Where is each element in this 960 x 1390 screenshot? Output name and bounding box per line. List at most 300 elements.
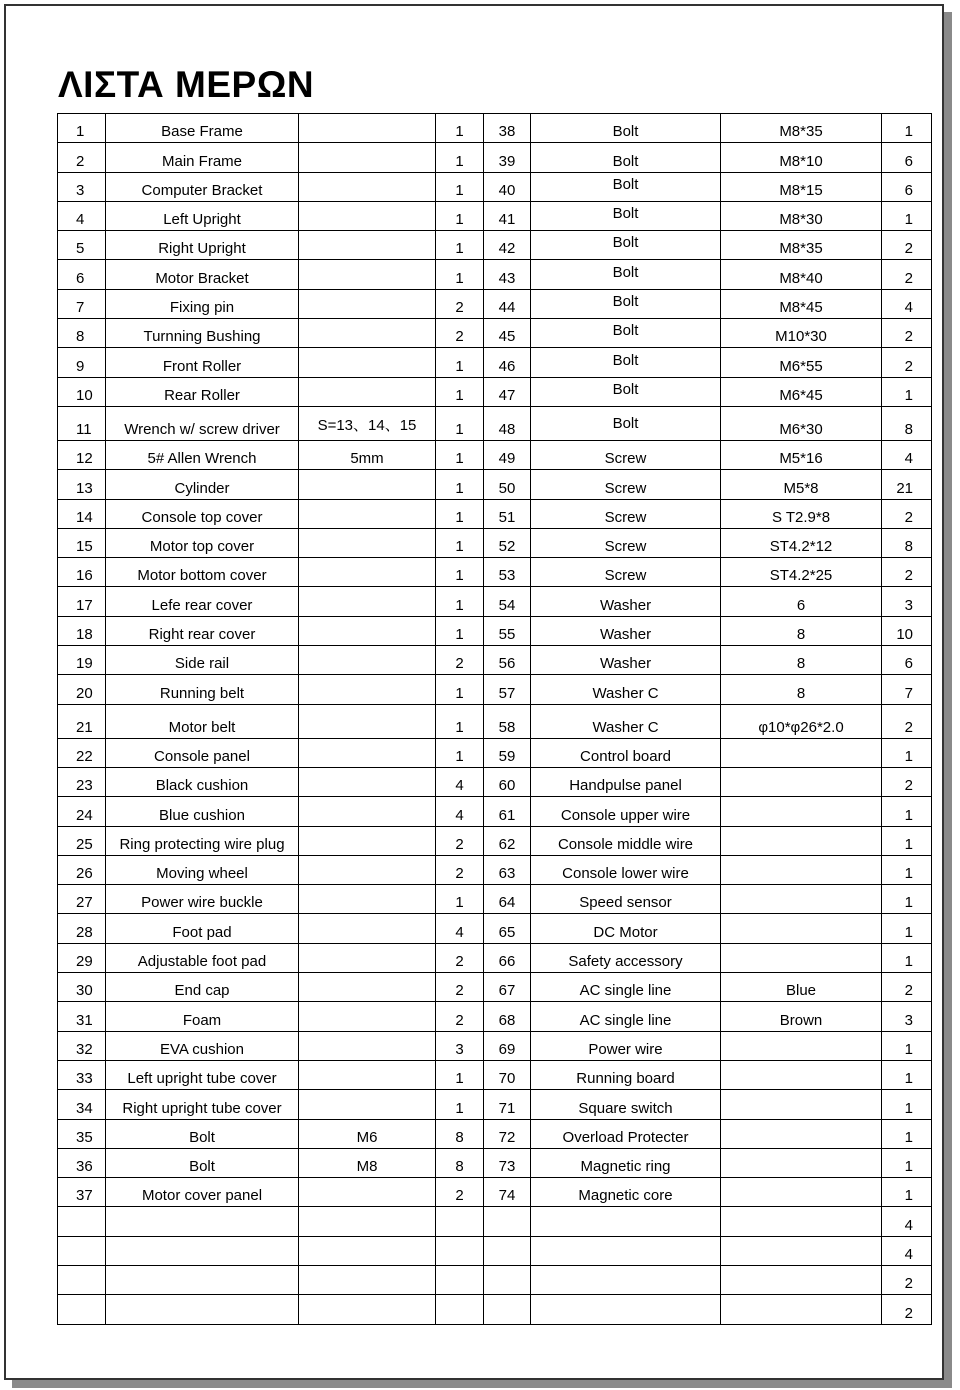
part-name-right-cell: [531, 231, 721, 260]
part-name: Computer Bracket: [141, 181, 263, 199]
part-qty: 1: [455, 684, 464, 702]
part-spec-cell: [299, 646, 436, 675]
part-qty: 1: [455, 479, 464, 497]
part-number: 19: [76, 655, 93, 673]
part-spec-right-cell: [721, 646, 882, 675]
part-number: 16: [76, 567, 93, 585]
part-qty-right: 2: [904, 777, 913, 795]
part-qty-cell: [436, 738, 484, 767]
part-name-cell: [106, 797, 299, 826]
part-name-cell: [106, 406, 299, 440]
part-name-cell: [106, 826, 299, 855]
part-qty: 1: [455, 420, 464, 438]
part-spec-cell: [299, 406, 436, 440]
part-qty-right-cell: [882, 470, 932, 499]
part-number-cell: [58, 704, 106, 738]
part-spec-right: M6*55: [779, 357, 823, 375]
part-name-cell: [106, 587, 299, 616]
part-qty-cell: [436, 558, 484, 587]
part-number: 15: [76, 538, 93, 556]
part-qty-right-cell: [882, 201, 932, 230]
part-number: 20: [76, 684, 93, 702]
part-qty-right: 2: [904, 240, 913, 258]
table-row: [58, 704, 932, 738]
table-row: [58, 943, 932, 972]
part-number-right-cell: [484, 855, 531, 884]
part-qty-right-cell: [882, 1090, 932, 1119]
part-qty-cell: [436, 797, 484, 826]
part-spec-right-cell: [721, 616, 882, 645]
part-number: 27: [76, 894, 93, 912]
part-spec-right-cell: [721, 1148, 882, 1177]
part-name-right: DC Motor: [593, 923, 658, 941]
part-qty-right-cell: [882, 143, 932, 172]
part-qty-right: 1: [904, 747, 913, 765]
part-qty-cell: [436, 143, 484, 172]
part-number-right: 40: [498, 181, 516, 199]
part-qty-cell: [436, 767, 484, 796]
part-spec-cell: [299, 855, 436, 884]
part-name: Motor belt: [168, 718, 236, 736]
part-number-cell: [58, 885, 106, 914]
part-number-right-cell: [484, 470, 531, 499]
part-name-right: Square switch: [578, 1099, 673, 1117]
part-spec-right-cell: [721, 855, 882, 884]
part-name-right: AC single line: [579, 982, 672, 1000]
part-name-cell: [106, 1031, 299, 1060]
part-spec-cell: [299, 1295, 436, 1324]
table-row: [58, 1236, 932, 1265]
part-spec-right: 6: [796, 596, 806, 614]
part-name: Motor bottom cover: [137, 567, 267, 585]
part-spec-right-cell: [721, 440, 882, 469]
part-number-right: 70: [498, 1070, 516, 1088]
part-qty-right-cell: [882, 587, 932, 616]
part-number-right: 68: [498, 1011, 516, 1029]
part-spec-right-cell: [721, 797, 882, 826]
part-name-right: Washer C: [592, 684, 659, 702]
part-spec-cell: [299, 348, 436, 377]
part-number: 36: [76, 1158, 93, 1176]
part-qty-cell: [436, 646, 484, 675]
part-qty-cell: [436, 914, 484, 943]
part-spec-right: M8*10: [779, 152, 823, 170]
part-name-cell: [106, 1060, 299, 1089]
part-name-cell: [106, 646, 299, 675]
part-name: End cap: [174, 982, 230, 1000]
part-name-right: Screw: [604, 479, 647, 497]
part-qty: 1: [455, 123, 464, 141]
part-number-right-cell: [484, 114, 531, 143]
part-name-right: Bolt: [612, 263, 639, 281]
part-qty-cell: [436, 1207, 484, 1236]
part-qty-cell: [436, 231, 484, 260]
part-qty-right: 10: [896, 626, 913, 644]
part-qty-right-cell: [882, 377, 932, 406]
part-number-right-cell: [484, 172, 531, 201]
part-qty-cell: [436, 289, 484, 318]
part-qty-cell: [436, 406, 484, 440]
part-name-right: Console middle wire: [557, 835, 694, 853]
part-number-right-cell: [484, 885, 531, 914]
part-spec-cell: [299, 260, 436, 289]
part-name-right-cell: [531, 377, 721, 406]
part-number-cell: [58, 143, 106, 172]
part-number-cell: [58, 231, 106, 260]
part-qty-right-cell: [882, 675, 932, 704]
part-spec-right-cell: [721, 377, 882, 406]
part-qty-right: 3: [904, 596, 913, 614]
part-number-right: 71: [498, 1099, 516, 1117]
part-name-right: Bolt: [612, 175, 639, 193]
part-name-right-cell: [531, 319, 721, 348]
part-name-right: Bolt: [612, 234, 639, 252]
part-qty-cell: [436, 201, 484, 230]
part-qty: 1: [455, 357, 464, 375]
table-row: [58, 1178, 932, 1207]
part-qty: 2: [455, 1187, 464, 1205]
part-qty-right-cell: [882, 767, 932, 796]
part-name-right-cell: [531, 558, 721, 587]
part-name-right: Bolt: [612, 123, 639, 141]
part-number-right-cell: [484, 528, 531, 557]
part-name-right-cell: [531, 797, 721, 826]
part-number-right-cell: [484, 1002, 531, 1031]
part-qty: 1: [455, 596, 464, 614]
part-number-right-cell: [484, 558, 531, 587]
part-name-right: Washer C: [592, 718, 659, 736]
part-qty-right-cell: [882, 558, 932, 587]
part-number-cell: [58, 172, 106, 201]
part-number-right-cell: [484, 616, 531, 645]
part-qty-right: 2: [904, 269, 913, 287]
part-qty-right: 21: [896, 479, 913, 497]
part-number: 28: [76, 923, 93, 941]
part-name: Fixing pin: [169, 299, 235, 317]
part-name-right-cell: [531, 826, 721, 855]
part-number-cell: [58, 738, 106, 767]
part-qty-right-cell: [882, 704, 932, 738]
part-number: 12: [76, 450, 93, 468]
part-qty: 1: [455, 508, 464, 526]
part-spec-right-cell: [721, 675, 882, 704]
part-qty-right: 2: [904, 357, 913, 375]
part-number: 13: [76, 479, 93, 497]
part-qty-right: 1: [904, 835, 913, 853]
part-spec-cell: [299, 143, 436, 172]
part-spec-cell: [299, 558, 436, 587]
part-qty-right-cell: [882, 406, 932, 440]
part-qty-right: 1: [904, 1187, 913, 1205]
part-qty: 1: [455, 747, 464, 765]
part-spec: M8: [356, 1158, 378, 1176]
part-qty-cell: [436, 1031, 484, 1060]
part-number: 7: [76, 299, 85, 317]
part-qty: 8: [455, 1128, 464, 1146]
part-qty: 2: [455, 328, 464, 346]
part-qty: 8: [455, 1158, 464, 1176]
part-name-right: Screw: [604, 450, 647, 468]
part-number-right: 69: [498, 1040, 516, 1058]
part-spec-cell: [299, 319, 436, 348]
table-row: [58, 1295, 932, 1324]
part-qty-right: 8: [904, 420, 913, 438]
part-qty-right-cell: [882, 973, 932, 1002]
part-number-right: 58: [498, 718, 516, 736]
part-qty-cell: [436, 260, 484, 289]
part-number-cell: [58, 440, 106, 469]
part-number-right: 44: [498, 299, 516, 317]
part-spec-cell: [299, 231, 436, 260]
part-spec-right-cell: [721, 943, 882, 972]
part-qty-cell: [436, 855, 484, 884]
part-name-right-cell: [531, 1265, 721, 1294]
part-spec-right-cell: [721, 528, 882, 557]
table-row: [58, 348, 932, 377]
part-qty-right-cell: [882, 499, 932, 528]
part-name-right-cell: [531, 914, 721, 943]
part-name-cell: [106, 1207, 299, 1236]
part-number-cell: [58, 675, 106, 704]
part-qty-right: 4: [904, 1216, 913, 1234]
part-number-cell: [58, 499, 106, 528]
part-qty: 2: [455, 982, 464, 1000]
part-qty: 4: [455, 923, 464, 941]
part-name-right: Bolt: [612, 414, 639, 432]
part-spec-right-cell: [721, 1295, 882, 1324]
part-qty-cell: [436, 1148, 484, 1177]
part-number-right-cell: [484, 289, 531, 318]
part-spec-right-cell: [721, 231, 882, 260]
part-name-right: Screw: [604, 538, 647, 556]
part-name: Left Upright: [163, 211, 241, 229]
part-number-cell: [58, 973, 106, 1002]
part-number: 30: [76, 982, 93, 1000]
table-row: [58, 616, 932, 645]
part-number-right: 73: [498, 1158, 516, 1176]
table-row: [58, 885, 932, 914]
part-name-cell: [106, 855, 299, 884]
part-number: 29: [76, 953, 93, 971]
part-number-right: 48: [498, 420, 516, 438]
table-row: [58, 172, 932, 201]
part-qty-cell: [436, 587, 484, 616]
part-name-right: Screw: [604, 508, 647, 526]
part-number-right: 42: [498, 240, 516, 258]
part-qty-right: 1: [904, 953, 913, 971]
part-number-right-cell: [484, 738, 531, 767]
part-qty-right: 2: [904, 718, 913, 736]
part-qty: 2: [455, 655, 464, 673]
part-name-right-cell: [531, 528, 721, 557]
part-name: Side rail: [174, 655, 230, 673]
part-number-right-cell: [484, 1031, 531, 1060]
part-name-right: Control board: [580, 747, 671, 765]
part-qty-right-cell: [882, 1207, 932, 1236]
part-qty-cell: [436, 1265, 484, 1294]
part-spec-right: M5*16: [779, 450, 823, 468]
part-number-cell: [58, 406, 106, 440]
part-qty-right-cell: [882, 289, 932, 318]
part-number-right: 60: [498, 777, 516, 795]
part-number-right: 67: [498, 982, 516, 1000]
part-number-right-cell: [484, 499, 531, 528]
part-qty-right: 7: [904, 684, 913, 702]
part-qty-right-cell: [882, 914, 932, 943]
part-spec-right: M8*40: [779, 269, 823, 287]
part-name-cell: [106, 172, 299, 201]
part-name-right-cell: [531, 1060, 721, 1089]
table-row: [58, 1148, 932, 1177]
part-number-right: 53: [498, 567, 516, 585]
part-number-right: 38: [498, 123, 516, 141]
part-name-right-cell: [531, 289, 721, 318]
part-qty-cell: [436, 1119, 484, 1148]
part-name-cell: [106, 675, 299, 704]
part-name-right-cell: [531, 1002, 721, 1031]
part-spec-right-cell: [721, 348, 882, 377]
part-spec-right-cell: [721, 1265, 882, 1294]
part-spec-cell: [299, 1119, 436, 1148]
part-number-right: 74: [498, 1187, 516, 1205]
part-name-cell: [106, 973, 299, 1002]
part-spec-right-cell: [721, 1090, 882, 1119]
part-name-right: Running board: [576, 1070, 675, 1088]
part-name: Front Roller: [162, 357, 242, 375]
part-number-right: 50: [498, 479, 516, 497]
part-spec-right: M8*45: [779, 299, 823, 317]
part-name-cell: [106, 914, 299, 943]
part-spec-right-cell: [721, 201, 882, 230]
part-number-cell: [58, 470, 106, 499]
part-number-right: 59: [498, 747, 516, 765]
part-name-right: Magnetic ring: [580, 1158, 671, 1176]
part-qty-cell: [436, 499, 484, 528]
part-number-cell: [58, 528, 106, 557]
table-row: [58, 914, 932, 943]
part-qty-right: 2: [904, 982, 913, 1000]
part-qty-right: 6: [904, 655, 913, 673]
part-name-right-cell: [531, 260, 721, 289]
part-qty-cell: [436, 470, 484, 499]
parts-list-table: [57, 113, 932, 1325]
part-spec-right: M8*35: [779, 240, 823, 258]
part-spec-cell: [299, 738, 436, 767]
part-name-right: Handpulse panel: [569, 777, 682, 795]
part-qty: 1: [455, 181, 464, 199]
table-row: [58, 587, 932, 616]
part-spec-cell: [299, 704, 436, 738]
part-number-right-cell: [484, 260, 531, 289]
part-spec-right-cell: [721, 914, 882, 943]
part-qty: 3: [455, 1040, 464, 1058]
part-spec-cell: [299, 1031, 436, 1060]
table-row: [58, 114, 932, 143]
part-name: Bolt: [189, 1128, 215, 1146]
table-row: [58, 1031, 932, 1060]
part-name-cell: [106, 704, 299, 738]
part-name: Right rear cover: [148, 626, 256, 644]
part-spec-right-cell: [721, 826, 882, 855]
part-number: 37: [76, 1187, 93, 1205]
part-number: 10: [76, 386, 93, 404]
part-qty-cell: [436, 348, 484, 377]
part-spec-right-cell: [721, 172, 882, 201]
part-name-right-cell: [531, 738, 721, 767]
part-number: 4: [76, 211, 85, 229]
part-qty-right-cell: [882, 319, 932, 348]
part-name-cell: [106, 377, 299, 406]
part-qty: 1: [455, 269, 464, 287]
part-spec-right-cell: [721, 1031, 882, 1060]
part-qty-right-cell: [882, 528, 932, 557]
part-qty: 2: [455, 953, 464, 971]
part-number-cell: [58, 826, 106, 855]
part-name-right: Safety accessory: [568, 953, 683, 971]
part-name: Motor Bracket: [155, 269, 249, 287]
part-spec-cell: [299, 616, 436, 645]
part-name-right-cell: [531, 470, 721, 499]
part-qty: 1: [455, 567, 464, 585]
part-name: Right upright tube cover: [122, 1099, 282, 1117]
part-spec-cell: [299, 1090, 436, 1119]
part-spec-cell: [299, 1060, 436, 1089]
part-number-cell: [58, 616, 106, 645]
part-spec-right-cell: [721, 1060, 882, 1089]
part-name-cell: [106, 1295, 299, 1324]
part-name: Adjustable foot pad: [137, 953, 267, 971]
part-number-right-cell: [484, 319, 531, 348]
part-spec-right-cell: [721, 1119, 882, 1148]
part-qty-cell: [436, 943, 484, 972]
part-spec-cell: [299, 914, 436, 943]
part-spec-cell: [299, 826, 436, 855]
part-name-right: Console lower wire: [562, 865, 689, 883]
part-name-cell: [106, 499, 299, 528]
part-name-right: Washer: [599, 626, 652, 644]
part-qty-right: 2: [904, 1304, 913, 1322]
part-number: 8: [76, 328, 85, 346]
part-number-cell: [58, 377, 106, 406]
part-name-cell: [106, 616, 299, 645]
part-qty-right: 4: [904, 450, 913, 468]
part-spec-cell: [299, 943, 436, 972]
part-number-right-cell: [484, 143, 531, 172]
part-number-right-cell: [484, 646, 531, 675]
part-name-right-cell: [531, 943, 721, 972]
part-spec-right-cell: [721, 260, 882, 289]
part-number-right-cell: [484, 797, 531, 826]
part-qty-right: 1: [904, 211, 913, 229]
part-qty: 1: [455, 1099, 464, 1117]
part-number-right: 61: [498, 806, 516, 824]
part-name-cell: [106, 143, 299, 172]
part-name-right-cell: [531, 973, 721, 1002]
part-name: Console panel: [154, 747, 250, 765]
part-name-right-cell: [531, 1031, 721, 1060]
part-name-cell: [106, 201, 299, 230]
part-name-cell: [106, 885, 299, 914]
part-qty: 1: [455, 718, 464, 736]
part-qty-right: 1: [904, 923, 913, 941]
table-row: [58, 1002, 932, 1031]
part-name-cell: [106, 289, 299, 318]
part-name-right-cell: [531, 1236, 721, 1265]
part-number-right-cell: [484, 348, 531, 377]
part-qty-right: 1: [904, 1158, 913, 1176]
part-qty-cell: [436, 973, 484, 1002]
part-number-right-cell: [484, 406, 531, 440]
